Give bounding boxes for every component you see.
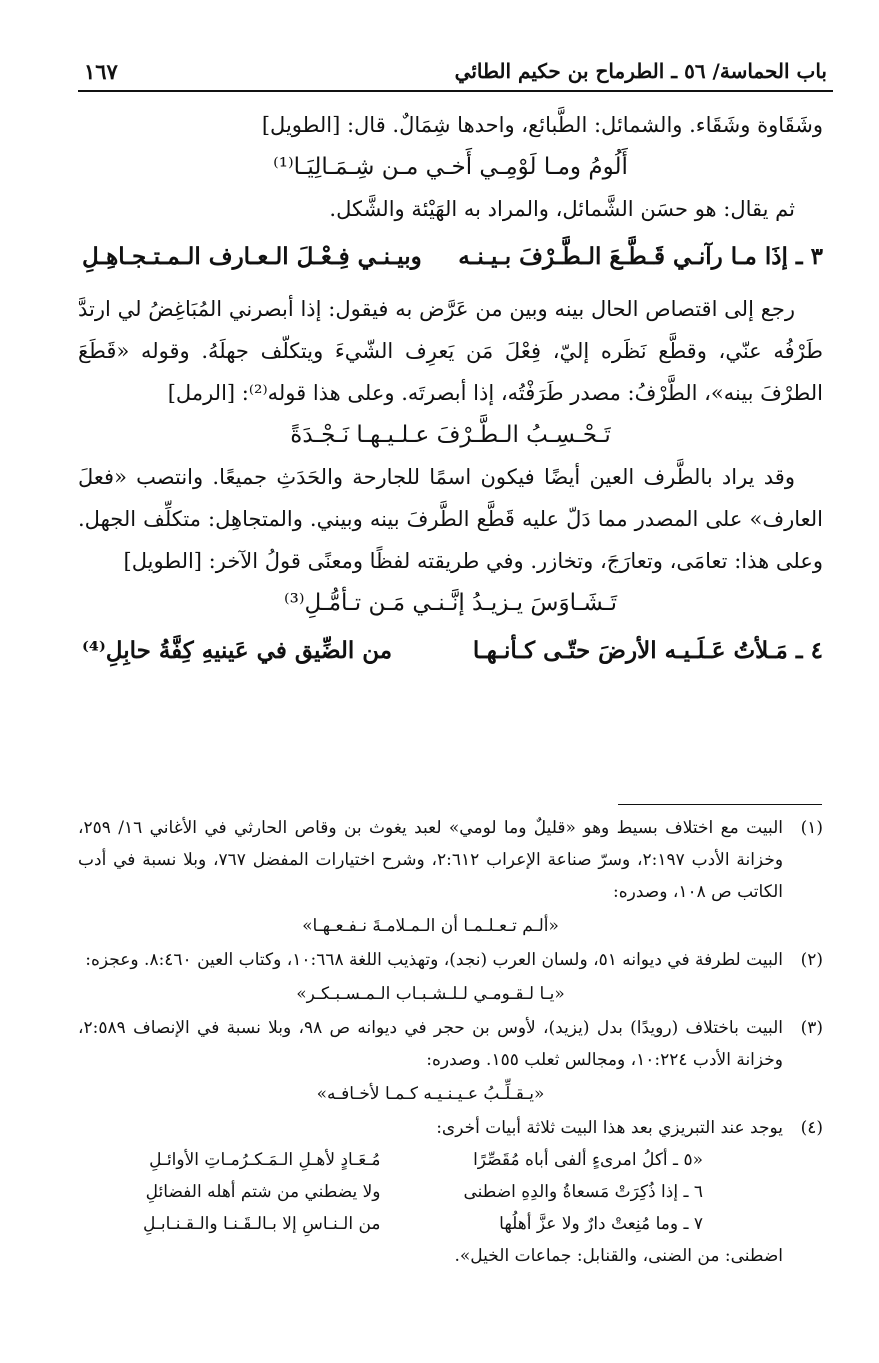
paragraph: رجع إلى اقتصاص الحال بينه وبين من عَرَّض به فيقول: إذا أبصرني المُبَاغِضُ لي ارتدَّ طَرْفُه عنّي، وقطَّع نَظَره إليّ، فِعْلَ مَن يَعرِف الشّيءَ ويتكلّف جهلَهُ. وقوله «قَطَعَ الطرْفَ بينه»، الطَّرْفُ: مصدر طَرَفْتُه، إذا أبصرتَه. وعلى هذا قوله⁽²⁾: [الرمل] [78, 297, 823, 405]
footnote [78, 1012, 823, 1112]
verse-first-hemistich: ٦ ـ إذا ذُكِرَتْ مَسعاةُ والدِهِ اضطنى [463, 1182, 703, 1202]
footnote-quote: «يـقـلِّـبُ عـيـنـيـه كـمـا لأخـافـه» [316, 1084, 545, 1104]
verse-quote: أَلُومُ ومـا لَوْمِـي أَخـي مـن شِـمَـالِيَـا⁽¹⁾ [273, 154, 628, 180]
verse-second-hemistich: ولا يضطني من شتم أهله الفضائلِ [145, 1182, 381, 1202]
verse-first-hemistich: ٤ ـ مَـلأتُ عَـلَـيـه الأرضَ حتّـى كـأنـهـا [472, 637, 823, 664]
verse-first-hemistich: «٥ ـ أكلُ امرىءٍ ألفى أباه مُقَصِّرًا [473, 1150, 703, 1170]
verse-quote: تَـحْـسِـبُ الـطَّـرْفَ عـلـيـهـا نَـجْـدَةً [290, 422, 611, 448]
footnote-quote: «ألـم تـعـلـمـا أن الـمـلامـةَ نـفـعـهـا» [302, 916, 559, 936]
paragraph: وشَقَاوة وشَقَاء. والشمائل: الطَّبائع، واحدها شِمَالٌ. قال: [الطويل] [261, 113, 823, 137]
footnote [78, 812, 823, 944]
footnote-text: يوجد عند التبريزي بعد هذا البيت ثلاثة أبيات أخرى: [436, 1118, 783, 1138]
main-text [78, 104, 823, 682]
footnote [78, 1112, 823, 1272]
footnote-number: (١) [800, 818, 823, 838]
footnote-number: (٢) [800, 950, 823, 970]
footnote-text: اضطنى: من الضنى، والقنابل: جماعات الخيل». [454, 1246, 783, 1266]
chapter-title: باب الحماسة/ ٥٦ ـ الطرماح بن حكيم الطائي [454, 59, 827, 83]
verse-second-hemistich: مُـعَـادٍ لأهـلِ الـمَـكـرُمـاتِ الأوائـلِ [149, 1150, 381, 1170]
footnote-quote: «يـا لـقـومـي لـلـشـبـاب الـمـسـبـكـر» [296, 984, 565, 1004]
verse-first-hemistich: ٣ ـ إذَا مـا رآنـي قَـطَّـعَ الـطَّـرْفَ بـيـنـه [458, 243, 823, 270]
page-number: ١٦٧ [84, 58, 118, 84]
verse-second-hemistich: من الضِّيق في عَينيهِ كِفَّةُ حابِلِ⁽⁴⁾ [82, 637, 393, 664]
footnote-text: البيت مع اختلاف بسيط وهو «قليلٌ وما لومي» لعبد يغوث بن وقاص الحارثي في الأغاني ١٦/ ٢٥٩، وخزانة الأدب ٢:١٩٧، وسرّ صناعة الإعراب ٢:٦١٢، وشرح اختيارات المفضل ٧٦٧، وبلا نسبة في أدب الكاتب ص ١٠٨، وصدره: [78, 818, 784, 902]
verse-second-hemistich: من الـنـاسِ إلا بـالـقَـنـا والـقـنـابـلِ [143, 1214, 381, 1234]
poem-verse-4 [78, 630, 823, 672]
footnote-separator [618, 804, 822, 805]
running-header [78, 52, 833, 92]
footnotes [78, 812, 823, 1272]
paragraph: وقد يراد بالطَّرف العين أيضًا فيكون اسمًا للجارحة والحَدَثِ جميعًا. وانتصب «فعلَ العارف» على المصدر مما دَلّ عليه قَطَّع الطَّرفَ بينه وبيني. والمتجاهِل: متكلِّف الجهل. وعلى هذا: تعامَى، وتعارَجَ، وتخازر. وفي طريقته لفظًا ومعنًى قولُ الآخر: [الطويل] [78, 465, 823, 573]
footnote-text: البيت لطرفة في ديوانه ٥١، ولسان العرب (نجد)، وتهذيب اللغة ١٠:٦٦٨، وكتاب العين ٨:٤٦٠. وعجزه: [85, 950, 783, 970]
poem-verse-3 [78, 236, 823, 278]
verse-first-hemistich: ٧ ـ وما مُنِعتْ دارٌ ولا عزَّ أهلُها [499, 1214, 703, 1234]
verse-second-hemistich: وبيـنـي فِـعْـلَ الـعـارف الـمـتـجـاهِـلِ [82, 243, 422, 270]
paragraph: ثم يقال: هو حسَن الشَّمائل، والمراد به الهَيْئة والشَّكل. [329, 197, 795, 221]
footnote [78, 944, 823, 1012]
verse-quote: تَـشَـاوَسَ يـزيـدُ إنَّـنـي مَـن تـأمُّـلِ⁽³⁾ [284, 590, 617, 616]
footnote-text: البيت باختلاف (رويدًا) بدل (يزيد)، لأوس بن حجر في ديوانه ص ٩٨، وبلا نسبة في الإنصاف ٢:٥٨٩، وخزانة الأدب ١٠:٢٢٤، ومجالس ثعلب ١٥٥. وصدره: [78, 1018, 783, 1070]
footnote-verses [78, 1144, 703, 1240]
footnote-number: (٤) [800, 1118, 823, 1138]
footnote-number: (٣) [800, 1018, 823, 1038]
